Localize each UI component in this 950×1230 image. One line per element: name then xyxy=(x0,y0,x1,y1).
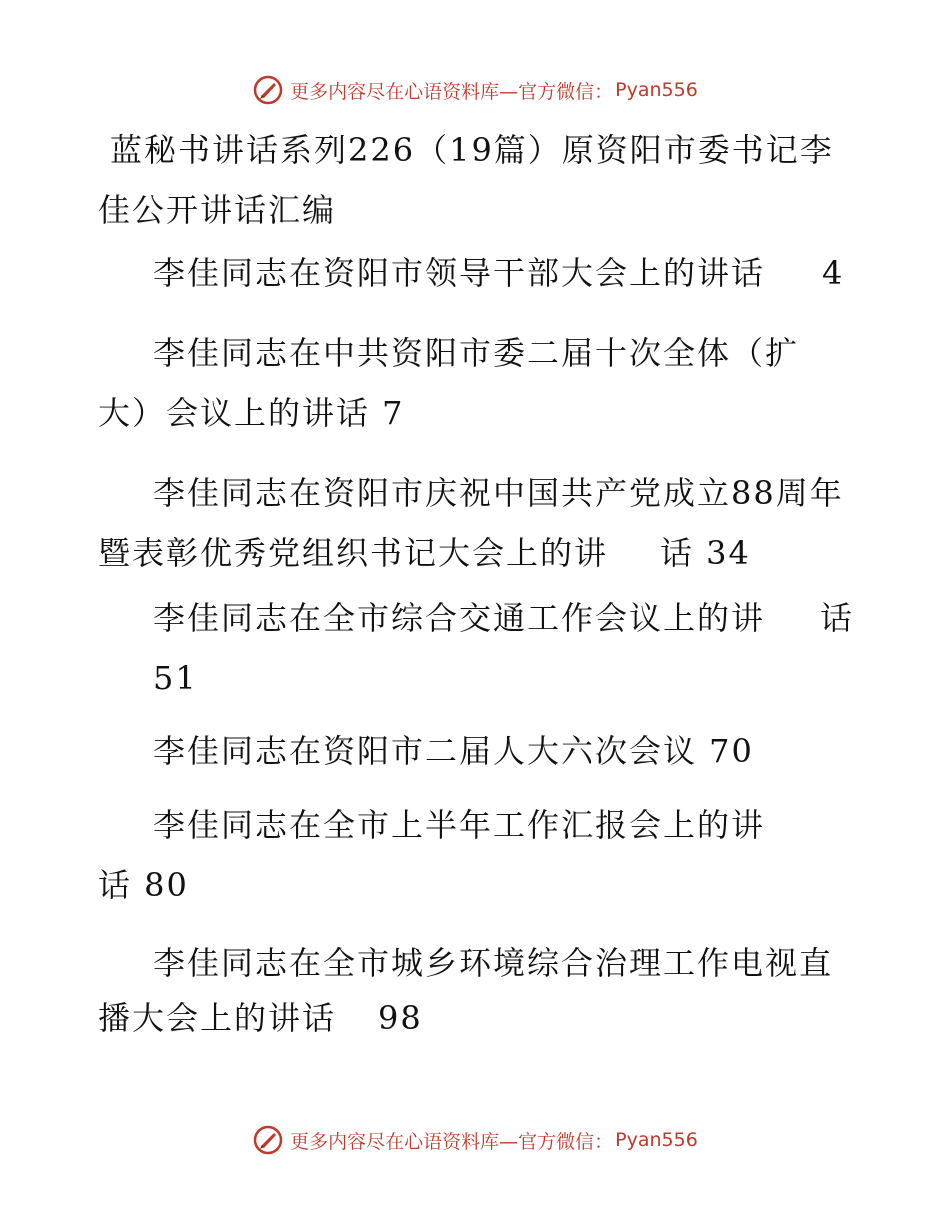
watermark-wechat-id: Pyan556 xyxy=(615,79,698,101)
document-title-line-2: 佳公开讲话汇编 xyxy=(98,191,337,229)
quill-logo-icon xyxy=(252,1124,284,1156)
toc-entry-title: 李佳同志在全市城乡环境综合治理工作电视直 xyxy=(153,944,834,982)
document-title-line-1: 蓝秘书讲话系列226（19篇）原资阳市委书记李 xyxy=(110,131,834,169)
toc-entry-page: 4 xyxy=(822,254,845,292)
watermark-wechat-id: Pyan556 xyxy=(615,1129,698,1151)
toc-entry-title: 李佳同志在资阳市领导干部大会上的讲话 xyxy=(153,254,766,292)
toc-entry-title-cont: 大）会议上的讲话 7 xyxy=(98,394,405,432)
toc-entry-title-cont: 话 80 xyxy=(98,866,189,904)
watermark-text: 更多内容尽在心语资料库—官方微信： xyxy=(290,1130,614,1153)
toc-entry-title-cont: 播大会上的讲话 xyxy=(98,999,337,1037)
toc-entry-title: 李佳同志在中共资阳市委二届十次全体（扩 xyxy=(153,334,800,372)
toc-entry-page: 98 xyxy=(378,999,423,1037)
toc-entry-title-cont: 话 xyxy=(820,599,855,637)
toc-entry-page: 话 34 xyxy=(660,534,751,572)
document-title xyxy=(98,120,858,240)
watermark-banner-bottom xyxy=(0,1120,950,1160)
toc-entry-title: 李佳同志在全市综合交通工作会议上的讲 xyxy=(153,599,766,637)
toc-entry-title-cont: 暨表彰优秀党组织书记大会上的讲 xyxy=(98,534,609,572)
toc-entry-title: 李佳同志在全市上半年工作汇报会上的讲 xyxy=(153,806,766,844)
watermark-banner-top xyxy=(0,70,950,110)
toc-entry-title: 李佳同志在资阳市二届人大六次会议 70 xyxy=(153,732,754,770)
watermark-text: 更多内容尽在心语资料库—官方微信： xyxy=(290,80,614,103)
quill-logo-icon xyxy=(252,74,284,106)
toc-entry-page: 51 xyxy=(153,659,198,697)
toc-entry-title: 李佳同志在资阳市庆祝中国共产党成立88周年 xyxy=(153,474,844,512)
